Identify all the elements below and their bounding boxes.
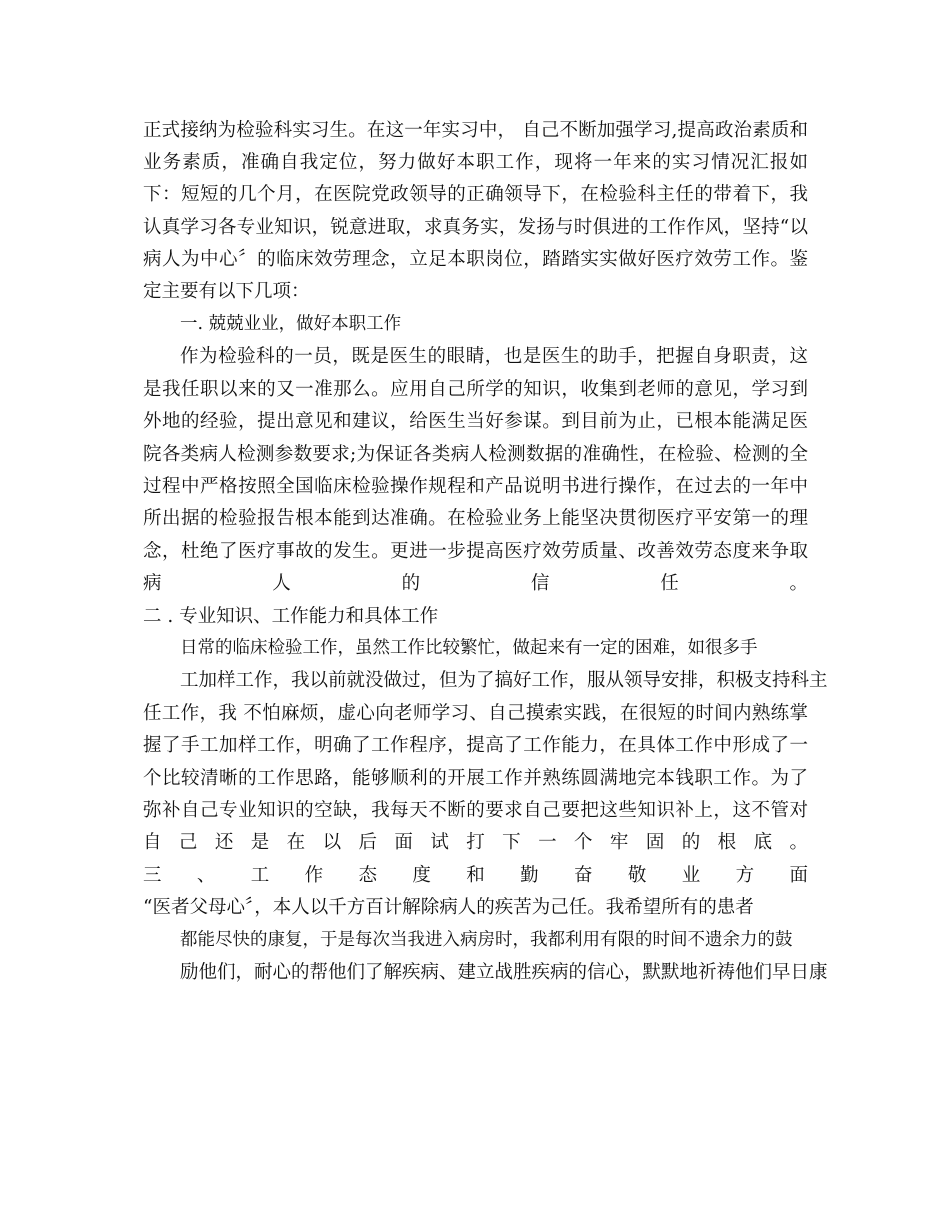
text-line: 三、工作态度和勤奋敬业方面 <box>143 865 808 886</box>
text-line: 正式接纳为检验科实习生。在这一年实习中， 自己不断加强学习,提高政治素质和 <box>143 120 808 141</box>
text-line: 业务素质，准确自我定位，努力做好本职工作，现将一年来的实习情况汇报如 <box>143 152 808 173</box>
text-line: 认真学习各专业知识，锐意进取，求真务实，发扬与时俱进的工作作风，坚持“以 <box>143 217 808 238</box>
text-line: 励他们，耐心的帮他们了解疾病、建立战胜疾病的信心，默默地祈祷他们早日康 <box>180 962 828 983</box>
text-line: “医者父母心〞，本人以千方百计解除病人的疾苦为己任。我希望所有的患者 <box>143 897 754 918</box>
text-line: 二 . 专业知识、工作能力和具体工作 <box>143 606 439 627</box>
text-line <box>143 1023 808 1052</box>
section-heading-3: 都能尽快的康复，于是每次当我进入病房时，我都利用有限的时间不遗余力的鼓 <box>180 930 793 950</box>
text-line: 工加样工作，我以前就没做过，但为了搞好工作，服从领导安排，积极支持科主 <box>180 670 828 691</box>
text-line: 院各类病人检测参数要求;为保证各类病人检测数据的准确性，在检验、检测的全 <box>143 444 808 465</box>
section-heading-1: 一. 兢兢业业，做好本职工作 <box>180 314 402 334</box>
text-line <box>143 990 808 1019</box>
text-line: 病人的信任。 <box>143 573 808 594</box>
text-line: 过程中严格按照全国临床检验操作规程和产品说明书进行操作，在过去的一年中 <box>143 476 808 497</box>
section-heading-2: 日常的临床检验工作，虽然工作比较繁忙，做起来有一定的困难，如很多手 <box>180 638 758 658</box>
text-line: 念，杜绝了医疗事故的发生。更进一步提高医疗效劳质量、改善效劳态度来争取 <box>143 541 808 562</box>
text-line: 作为检验科的一员，既是医生的眼睛，也是医生的助手，把握自身职责，这 <box>180 346 808 367</box>
text-line: 外地的经验，提出意见和建议，给医生当好参谋。到目前为止，已根本能满足医 <box>143 411 808 432</box>
text-line: 弥补自己专业知识的空缺，我每天不断的要求自己要把这些知识补上，这不管对 <box>143 800 808 821</box>
text-line: 下：短短的几个月，在医院党政领导的正确领导下，在检验科主任的带着下，我 <box>143 184 808 205</box>
text-line: 任工作，我 不怕麻烦，虚心向老师学习、自己摸索实践，在很短的时间内熟练掌 <box>143 703 808 724</box>
text-line: 自己还是在以后面试打下一个牢固的根底。 <box>143 832 808 853</box>
text-line: 定主要有以下几项： <box>143 281 310 302</box>
text-line: 所出据的检验报告根本能到达准确。在检验业务上能坚决贯彻医疗平安第一的理 <box>143 508 808 529</box>
text-line: 握了手工加样工作，明确了工作程序，提高了工作能力，在具体工作中形成了一 <box>143 735 808 756</box>
text-line: 个比较清晰的工作思路，能够顺利的开展工作并熟练圆满地完本钱职工作。为了 <box>143 768 808 789</box>
text-line: 病人为中心〞的临床效劳理念，立足本职岗位，踏踏实实做好医疗效劳工作。鉴 <box>143 249 808 270</box>
text-line: 是我任职以来的又一准那么。应用自己所学的知识，收集到老师的意见，学习到 <box>143 379 808 400</box>
